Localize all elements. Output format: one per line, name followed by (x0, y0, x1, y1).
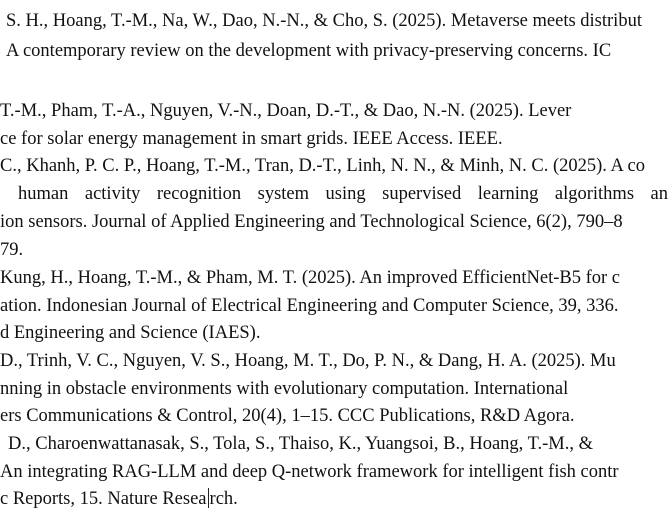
reference-line-with-cursor[interactable] (0, 488, 238, 510)
reference-line: ce for solar energy management in smart grids. IEEE Access. IEEE. (0, 129, 503, 149)
reference-line: C., Khanh, P. C. P., Hoang, T.-M., Tran, D.-T., Linh, N. N., & Minh, N. C. (2025). A co (0, 156, 645, 176)
reference-line: D., Trinh, V. C., Nguyen, V. S., Hoang, M. T., Do, P. N., & Dang, H. A. (2025). Mu (0, 351, 616, 371)
reference-line: T.-M., Pham, T.-A., Nguyen, V.-N., Doan, D.-T., & Dao, N.-N. (2025). Lever (0, 101, 572, 121)
reference-line: D., Charoenwattanasak, S., Tola, S., Thaiso, K., Yuangsoi, B., Hoang, T.-M., & (8, 434, 593, 454)
reference-line: ion sensors. Journal of Applied Engineering and Technological Science, 6(2), 790–8 (0, 212, 623, 232)
reference-line: Kung, H., Hoang, T.-M., & Pham, M. T. (2025). An improved EfficientNet-B5 for c (0, 268, 621, 288)
reference-line: ation. Indonesian Journal of Electrical Engineering and Computer Science, 39, 336. (0, 296, 619, 316)
reference-line: S. H., Hoang, T.-M., Na, W., Dao, N.-N., & Cho, S. (2025). Metaverse meets distribut (6, 11, 642, 31)
reference-line: nning in obstacle environments with evolutionary computation. International (0, 379, 569, 399)
reference-line: human activity recognition system using supervised learning algorithms an (18, 184, 668, 204)
reference-text-after-cursor: rch. (209, 489, 238, 509)
reference-line: d Engineering and Science (IAES). (0, 323, 261, 343)
reference-line: 79. (0, 240, 24, 260)
reference-text-before-cursor: c Reports, 15. Nature Resea (0, 489, 207, 509)
reference-line: A contemporary review on the development with privacy-preserving concerns. IC (6, 41, 612, 61)
reference-line: An integrating RAG-LLM and deep Q-network framework for intelligent fish contr (0, 462, 619, 482)
reference-line: ers Communications & Control, 20(4), 1–15. CCC Publications, R&D Agora. (0, 406, 575, 426)
text-cursor (208, 488, 209, 508)
